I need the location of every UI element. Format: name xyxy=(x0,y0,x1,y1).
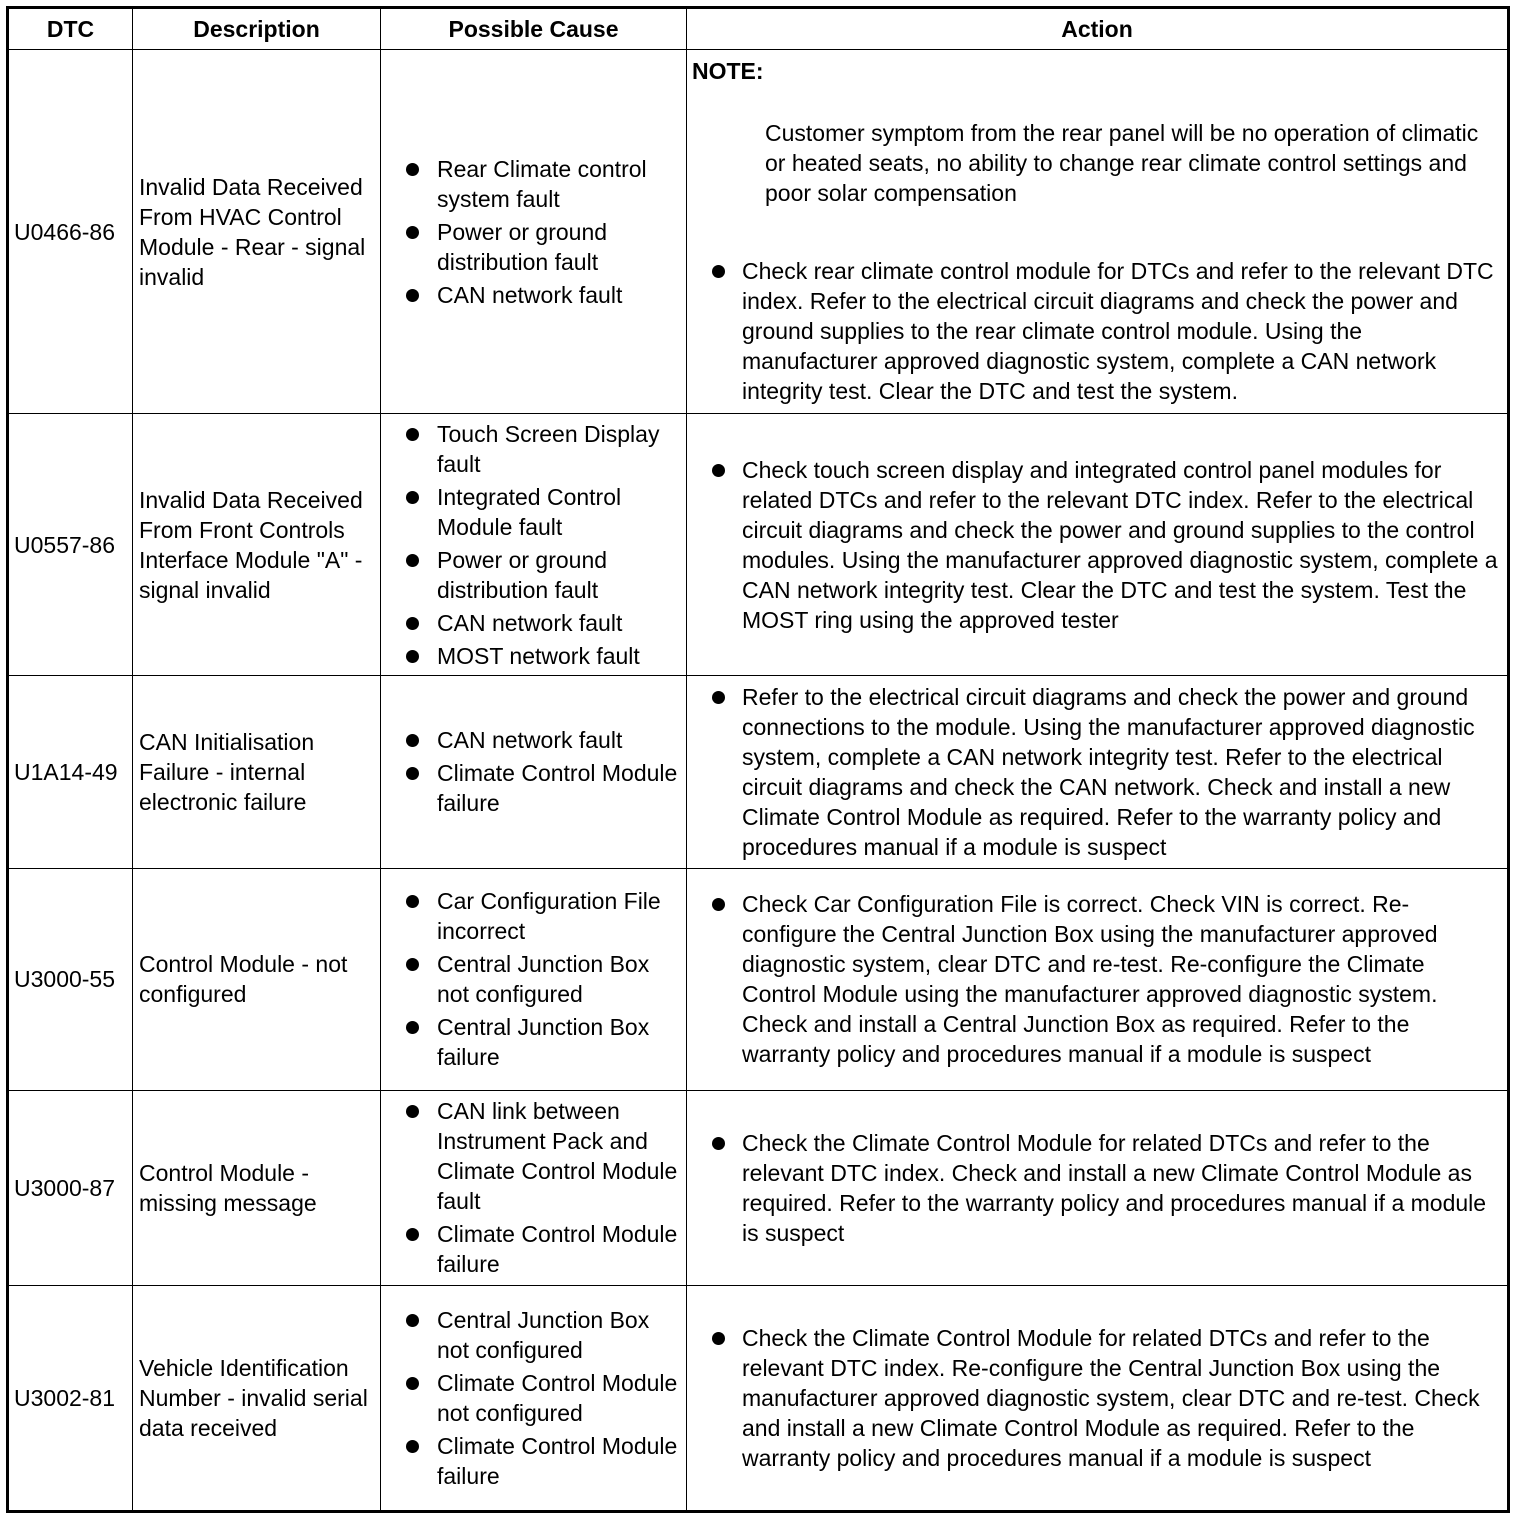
cause-item: Rear Climate control system fault xyxy=(399,154,684,214)
cause-item: Climate Control Module failure xyxy=(399,758,684,818)
action-item: Check rear climate control module for DTCs and refer to the relevant DTC index. Refer to the electrical circuit diagrams and check the power and ground supplies to the rear climate control module. Using the manufacturer approved diagnostic system, complete a CAN network integrity test. Clear the DTC and test the system. xyxy=(692,256,1503,406)
note-label: NOTE: xyxy=(692,58,764,84)
cause-item: Climate Control Module failure xyxy=(399,1219,684,1279)
cause-item: CAN network fault xyxy=(399,725,684,755)
action xyxy=(687,1090,1509,1285)
description: Control Module - not configured xyxy=(133,868,381,1090)
description: Control Module - missing message xyxy=(133,1090,381,1285)
cause-item: Power or ground distribution fault xyxy=(399,217,684,277)
action xyxy=(687,414,1509,676)
possible-cause xyxy=(381,50,687,414)
dtc-table xyxy=(6,6,1510,1513)
possible-cause xyxy=(381,868,687,1090)
dtc-code: U3000-55 xyxy=(8,868,133,1090)
possible-cause xyxy=(381,1090,687,1285)
cause-item: Integrated Control Module fault xyxy=(399,482,684,542)
cause-item: MOST network fault xyxy=(399,641,684,671)
possible-cause xyxy=(381,676,687,868)
table-row xyxy=(8,676,1509,868)
dtc-code: U3002-81 xyxy=(8,1285,133,1511)
header-possible-cause: Possible Cause xyxy=(381,8,687,50)
table-row xyxy=(8,868,1509,1090)
action-item: Check touch screen display and integrated control panel modules for related DTCs and refer to the relevant DTC index. Refer to the electrical circuit diagrams and check the power and ground supplies to the control modules. Using the manufacturer approved diagnostic system, complete a CAN network integrity test. Clear the DTC and test the system. Test the MOST ring using the approved tester xyxy=(692,455,1503,635)
cause-item: Power or ground distribution fault xyxy=(399,545,684,605)
action xyxy=(687,868,1509,1090)
cause-item: CAN network fault xyxy=(399,280,684,310)
dtc-code: U0557-86 xyxy=(8,414,133,676)
cause-item: Climate Control Module not configured xyxy=(399,1368,684,1428)
cause-item: Central Junction Box not configured xyxy=(399,1305,684,1365)
table-row xyxy=(8,1285,1509,1511)
header-description: Description xyxy=(133,8,381,50)
description: Invalid Data Received From Front Controls Interface Module "A" - signal invalid xyxy=(133,414,381,676)
action-item: Refer to the electrical circuit diagrams and check the power and ground connections to the module. Using the manufacturer approved diagnostic system, complete a CAN network integrity test. Refer to the electrical circuit diagrams and check the CAN network. Check and install a new Climate Control Module as required. Refer to the warranty policy and procedures manual if a module is suspect xyxy=(692,682,1503,862)
dtc-code: U1A14-49 xyxy=(8,676,133,868)
table-row xyxy=(8,414,1509,676)
action xyxy=(687,1285,1509,1511)
header-action: Action xyxy=(687,8,1509,50)
description: CAN Initialisation Failure - internal electronic failure xyxy=(133,676,381,868)
action xyxy=(687,50,1509,414)
note-text: Customer symptom from the rear panel will be no operation of climatic or heated seats, no ability to change rear climate control settings and poor solar compensation xyxy=(765,120,1479,206)
table-row xyxy=(8,1090,1509,1285)
possible-cause xyxy=(381,1285,687,1511)
action-item: Check Car Configuration File is correct. Check VIN is correct. Re-configure the Central Junction Box using the manufacturer approved diagnostic system, clear DTC and re-test. Re-configure the Climate Control Module using the manufacturer approved diagnostic system. Check and install a Central Junction Box as required. Refer to the warranty policy and procedures manual if a module is suspect xyxy=(692,889,1503,1069)
description: Vehicle Identification Number - invalid serial data received xyxy=(133,1285,381,1511)
cause-item: CAN link between Instrument Pack and Climate Control Module fault xyxy=(399,1096,684,1216)
cause-item: Central Junction Box not configured xyxy=(399,949,684,1009)
header-dtc: DTC xyxy=(8,8,133,50)
possible-cause xyxy=(381,414,687,676)
description: Invalid Data Received From HVAC Control Module - Rear - signal invalid xyxy=(133,50,381,414)
action-item: Check the Climate Control Module for related DTCs and refer to the relevant DTC index. Re-configure the Central Junction Box using the manufacturer approved diagnostic system, clear DTC and re-test. Check and install a new Climate Control Module as required. Refer to the warranty policy and procedures manual if a module is suspect xyxy=(692,1323,1503,1473)
header-row xyxy=(8,8,1509,50)
action-item: Check the Climate Control Module for related DTCs and refer to the relevant DTC index. Check and install a new Climate Control Module as required. Refer to the warranty policy and procedures manual if a module is suspect xyxy=(692,1128,1503,1248)
cause-item: Car Configuration File incorrect xyxy=(399,886,684,946)
dtc-code: U0466-86 xyxy=(8,50,133,414)
cause-item: CAN network fault xyxy=(399,608,684,638)
action xyxy=(687,676,1509,868)
cause-item: Central Junction Box failure xyxy=(399,1012,684,1072)
cause-item: Touch Screen Display fault xyxy=(399,419,684,479)
table-row xyxy=(8,50,1509,414)
cause-item: Climate Control Module failure xyxy=(399,1431,684,1491)
dtc-code: U3000-87 xyxy=(8,1090,133,1285)
